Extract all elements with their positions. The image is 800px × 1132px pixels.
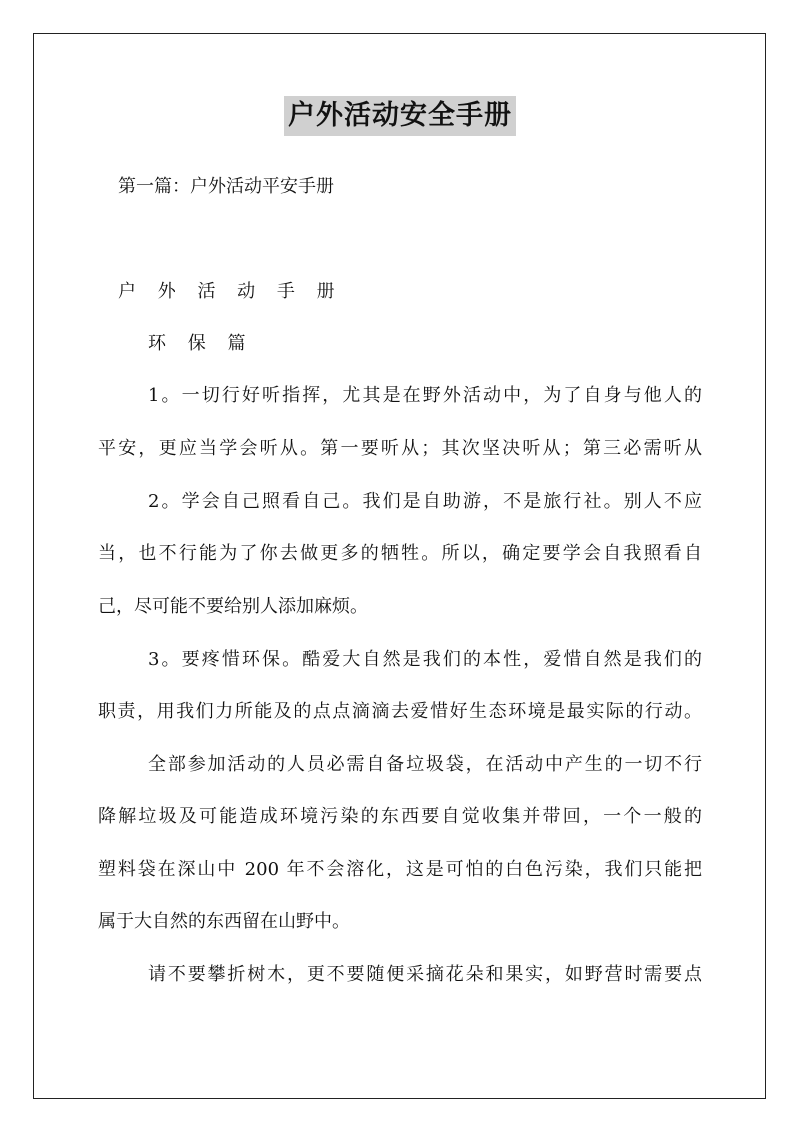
section-heading: 户 外 活 动 手 册 <box>118 281 343 302</box>
paragraph-line: 1。一切行好听指挥，尤其是在野外活动中，为了自身与他人的 <box>148 385 702 406</box>
paragraph-line: 己，尽可能不要给别人添加麻烦。 <box>98 596 368 617</box>
paragraph-line: 职责，用我们力所能及的点点滴滴去爱惜好生态环境是最实际的行动。 <box>98 701 702 722</box>
paragraph-line: 3。要疼惜环保。酷爱大自然是我们的本性，爱惜自然是我们的 <box>148 649 702 670</box>
paragraph-line: 属于大自然的东西留在山野中。 <box>98 911 350 932</box>
paragraph-line: 平安，更应当学会听从。第一要听从；其次坚决听从；第三必需听从 <box>98 438 702 459</box>
paragraph-line: 全部参加活动的人员必需自备垃圾袋，在活动中产生的一切不行 <box>148 754 702 775</box>
paragraph-line: 塑料袋在深山中 200 年不会溶化，这是可怕的白色污染，我们只能把 <box>98 859 702 880</box>
title-container <box>0 96 800 136</box>
paragraph-line: 当，也不行能为了你去做更多的牺牲。所以，确定要学会自我照看自 <box>98 543 702 564</box>
subtitle: 第一篇：户外活动平安手册 <box>118 176 334 197</box>
document-title: 户外活动安全手册 <box>284 96 516 136</box>
paragraph-line: 降解垃圾及可能造成环境污染的东西要自觉收集并带回，一个一般的 <box>98 806 702 827</box>
subsection-heading: 环 保 篇 <box>148 333 254 354</box>
paragraph-line: 请不要攀折树木，更不要随便采摘花朵和果实，如野营时需要点 <box>148 964 702 985</box>
paragraph-line: 2。学会自己照看自己。我们是自助游，不是旅行社。别人不应 <box>148 491 702 512</box>
